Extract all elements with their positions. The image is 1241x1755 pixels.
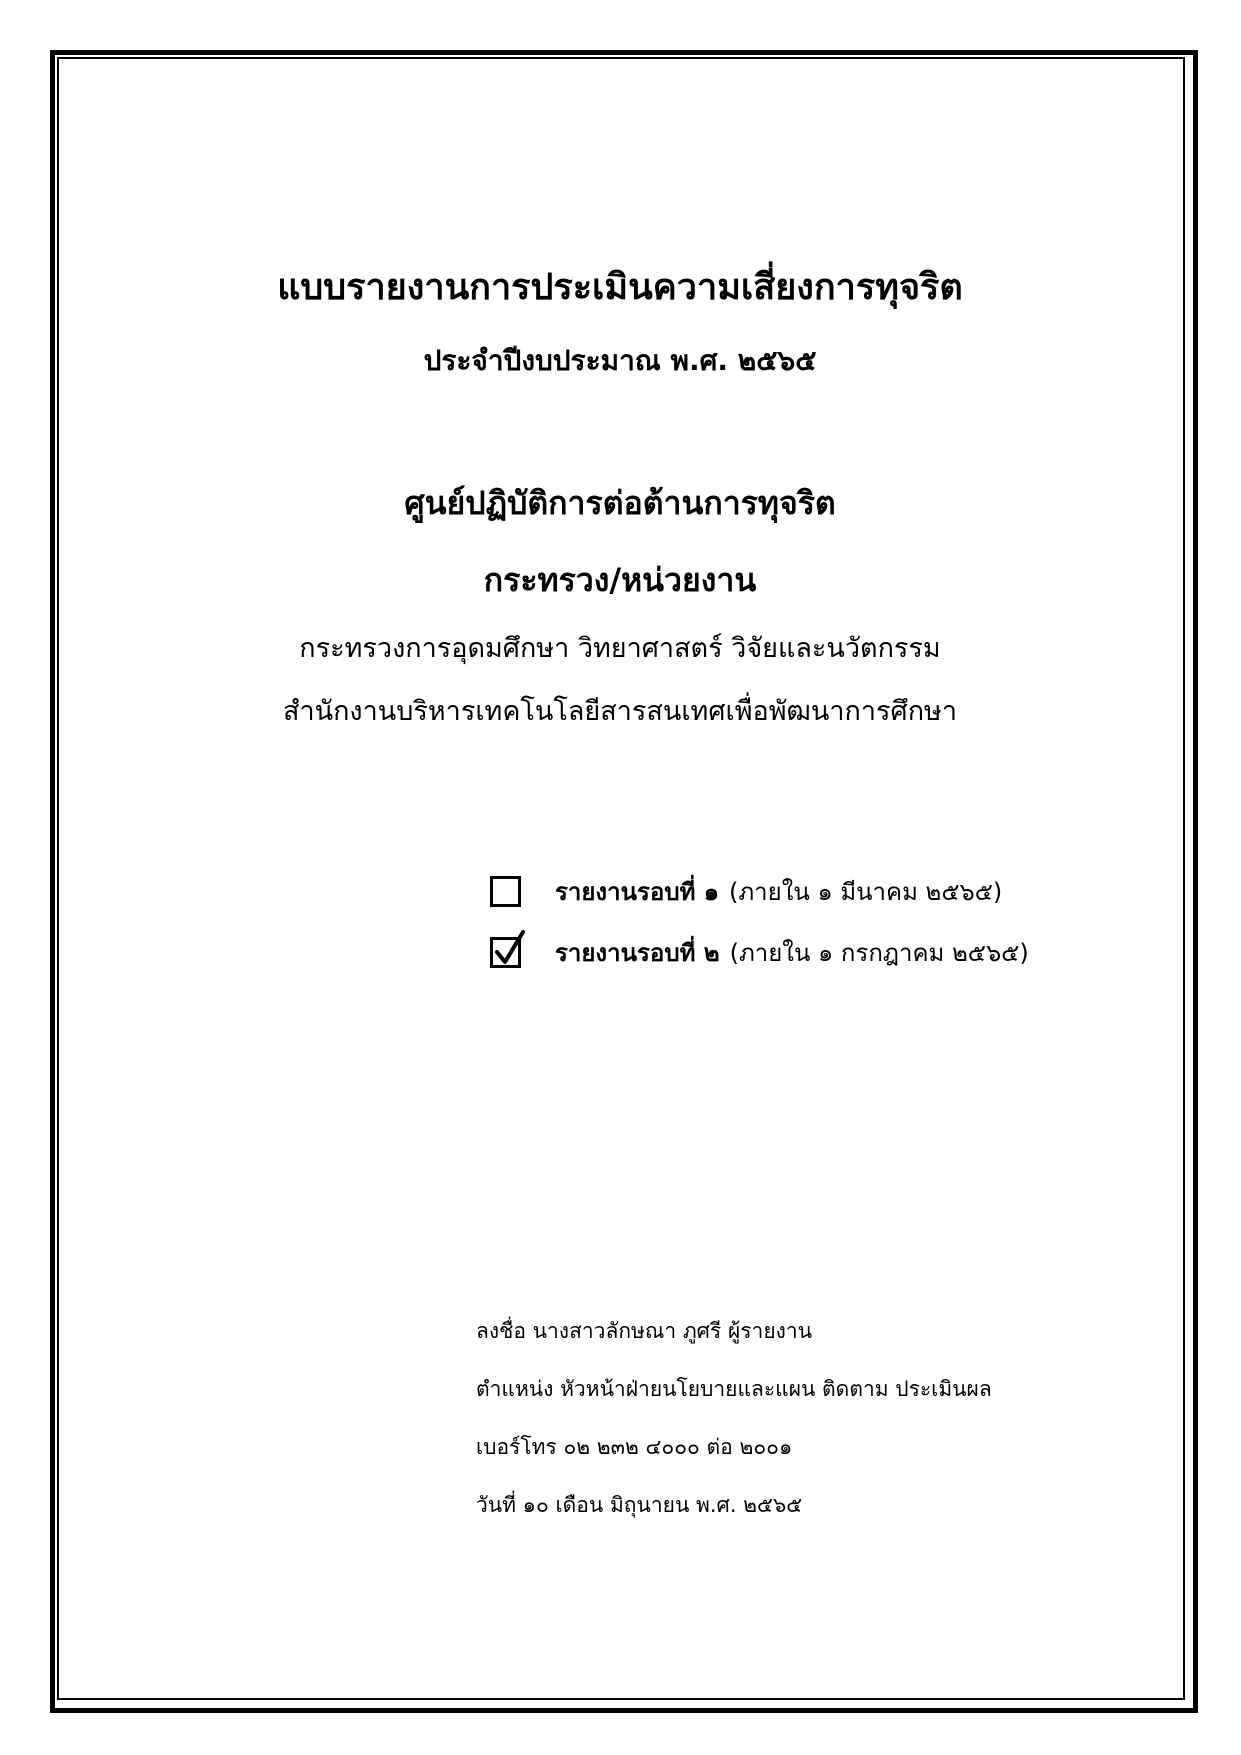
signed-by: ลงชื่อ นางสาวลักษณา ภูศรี ผู้รายงาน: [476, 1319, 813, 1343]
document-title: แบบรายงานการประเมินความเสี่ยงการทุจริต: [277, 267, 963, 308]
report-round-2-checkbox[interactable]: [490, 937, 521, 968]
report-round-1-deadline: (ภายใน ๑ มีนาคม ๒๕๖๕): [728, 878, 1003, 906]
report-round-2-deadline: (ภายใน ๑ กรกฎาคม ๒๕๖๕): [729, 939, 1029, 967]
signature-block: [476, 1316, 992, 1548]
report-round-2: [490, 933, 1029, 972]
report-round-2-label: รายงานรอบที่ ๒: [555, 939, 720, 967]
report-round-1-label: รายงานรอบที่ ๑: [555, 878, 719, 906]
checkmark-icon: [493, 930, 527, 968]
office-name: สำนักงานบริหารเทคโนโลยีสารสนเทศเพื่อพัฒนาการศึกษา: [282, 696, 957, 727]
center-name: ศูนย์ปฏิบัติการต่อต้านการทุจริต: [404, 484, 836, 522]
report-date: วันที่ ๑๐ เดือน มิถุนายน พ.ศ. ๒๕๖๕: [476, 1493, 803, 1517]
agency-label: กระทรวง/หน่วยงาน: [483, 561, 757, 599]
report-round-1: [490, 872, 1002, 911]
ministry-name: กระทรวงการอุดมศึกษา วิทยาศาสตร์ วิจัยและนวัตกรรม: [299, 633, 941, 664]
fiscal-year-subtitle: ประจำปีงบประมาณ พ.ศ. ๒๕๖๕: [423, 344, 817, 377]
phone-number: เบอร์โทร ๐๒ ๒๓๒ ๔๐๐๐ ต่อ ๒๐๐๑: [476, 1435, 793, 1459]
position: ตำแหน่ง หัวหน้าฝ่ายนโยบายและแผน ติดตาม ประเมินผล: [476, 1377, 992, 1401]
report-round-1-checkbox[interactable]: [490, 876, 521, 907]
